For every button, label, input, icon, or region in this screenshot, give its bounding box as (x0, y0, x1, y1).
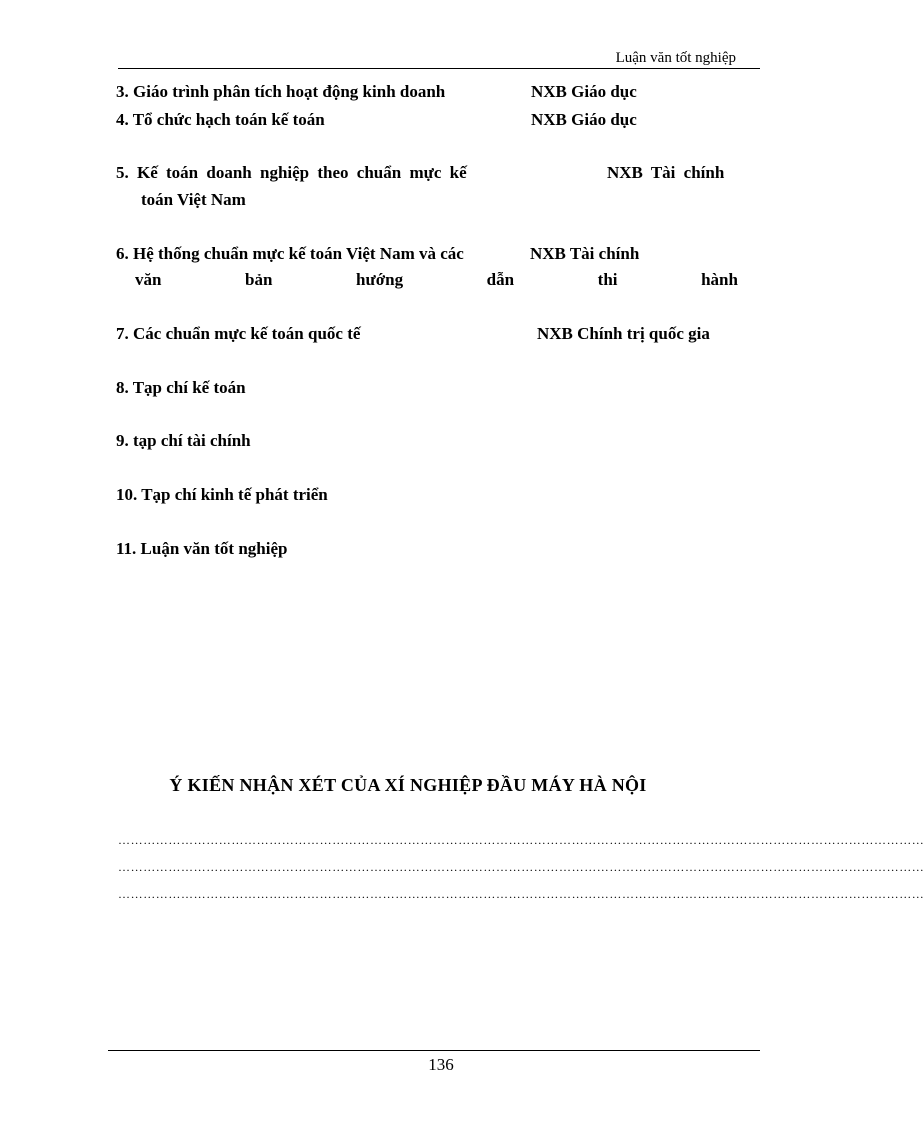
header-divider (118, 68, 760, 69)
reference-9-title: 9. tạp chí tài chính (116, 431, 251, 450)
reference-3-publisher: NXB Giáo dục (531, 82, 637, 101)
reference-7-title: 7. Các chuẩn mực kế toán quốc tế (116, 324, 361, 343)
cont-word: bản (245, 270, 273, 289)
reference-5-title: 5. Kế toán doanh nghiệp theo chuẩn mực kế (116, 163, 467, 182)
reference-6-title-continued (135, 270, 738, 290)
comments-title: Ý KIẾN NHẬN XÉT CỦA XÍ NGHIỆP ĐẦU MÁY HÀ NỘI (169, 775, 647, 795)
reference-8-title: 8. Tạp chí kế toán (116, 378, 246, 397)
reference-5-title-continued: toán Việt Nam (141, 190, 246, 209)
comment-line: ………………………………………………………………………………………………………………………………………………………………………… (118, 887, 924, 901)
reference-11-title: 11. Luận văn tốt nghiệp (116, 539, 288, 558)
reference-6-title: 6. Hệ thống chuẩn mực kế toán Việt Nam và các (116, 244, 464, 263)
reference-6-publisher: NXB Tài chính (530, 244, 640, 263)
reference-7-publisher: NXB Chính trị quốc gia (537, 324, 710, 343)
footer-divider (108, 1050, 760, 1051)
cont-word: dẫn (486, 270, 515, 289)
reference-4-publisher: NXB Giáo dục (531, 110, 637, 129)
page-number: 136 (428, 1055, 454, 1074)
cont-word: hành (701, 270, 738, 289)
cont-word: thi (597, 270, 618, 289)
reference-10-title: 10. Tạp chí kinh tế phát triển (116, 485, 328, 504)
running-header: Luận văn tốt nghiệp (615, 50, 736, 66)
reference-3-title: 3. Giáo trình phân tích hoạt động kinh doanh (116, 82, 446, 101)
comment-line: ………………………………………………………………………………………………………………………………………………………………………… (118, 860, 924, 874)
comment-line: ………………………………………………………………………………………………………………………………………………………………………… (118, 833, 924, 847)
cont-word: văn (135, 270, 162, 289)
reference-4-title: 4. Tổ chức hạch toán kế toán (116, 110, 325, 129)
reference-5-publisher: NXB Tài chính (607, 163, 725, 182)
cont-word: hướng (356, 270, 404, 289)
